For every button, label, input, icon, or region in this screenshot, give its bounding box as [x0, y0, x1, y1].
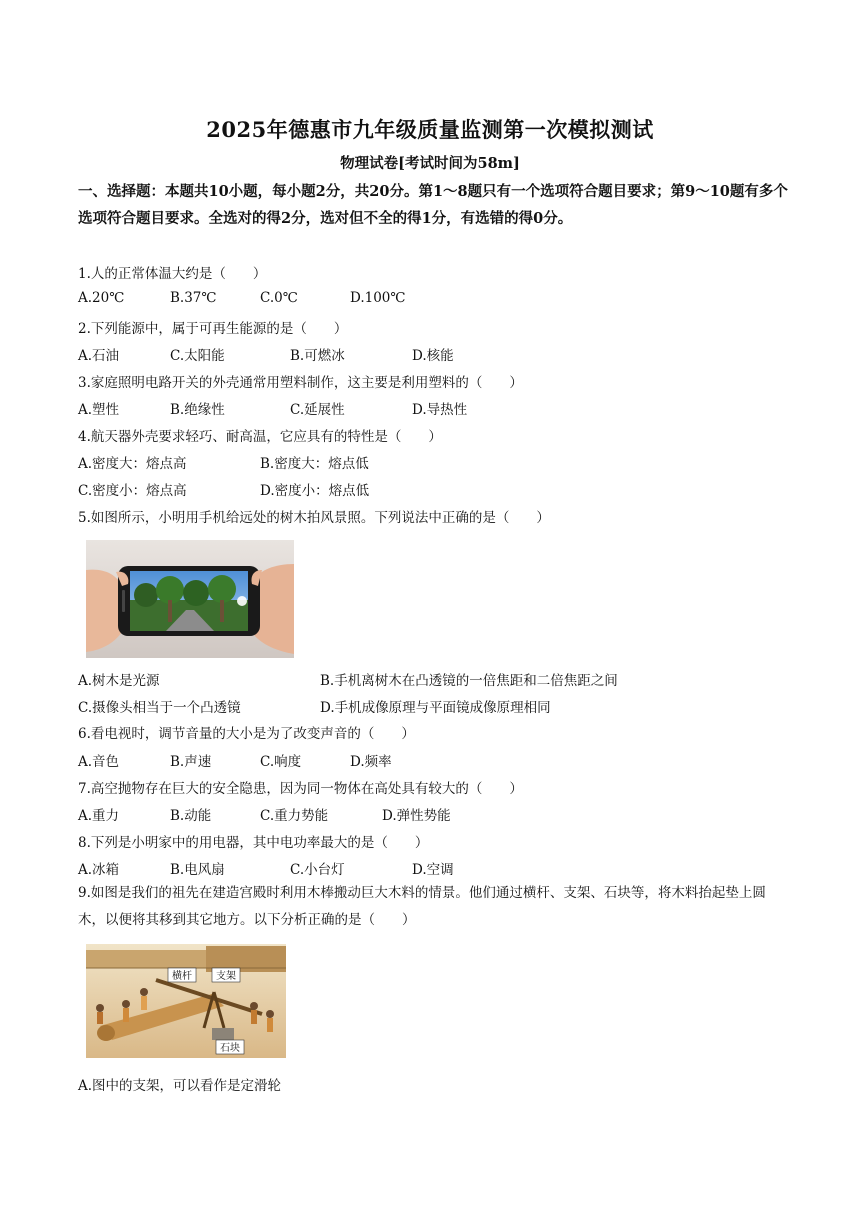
- q4-option-b: B.密度大：熔点低: [260, 456, 369, 472]
- q7-option-d: D.弹性势能: [382, 808, 451, 824]
- q1-option-c: C.0℃: [260, 290, 298, 306]
- question-6-stem: 6.看电视时，调节音量的大小是为了改变声音的（ ）: [78, 726, 415, 742]
- q5-option-b: B.手机离树木在凸透镜的一倍焦距和二倍焦距之间: [320, 673, 618, 689]
- q4-option-d: D.密度小：熔点低: [260, 483, 370, 499]
- q3-option-a: A.塑性: [78, 402, 120, 418]
- q2-option-d: D.核能: [412, 348, 454, 364]
- section-instructions: 一、选择题：本题共10小题，每小题2分，共20分。第1～8题只有一个选项符合题目要求；第9～10题有多个选项符合题目要求。全选对的得2分，选对但不全的得1分，有选错的得0分。: [78, 183, 788, 227]
- lever-label: 横杆: [172, 971, 192, 982]
- q3-option-c: C.延展性: [290, 402, 345, 418]
- support-label: 支架: [216, 971, 236, 982]
- question-9-stem: 9.如图是我们的祖先在建造宫殿时利用木棒搬动巨大木料的情景。他们通过横杆、支架、石块等，将木料抬起垫上圆木，以便将其移到其它地方。以下分析正确的是（ ）: [78, 885, 766, 928]
- q6-option-d: D.频率: [350, 754, 392, 770]
- q8-option-d: D.空调: [412, 862, 454, 878]
- q4-option-a: A.密度大：熔点高: [78, 456, 187, 472]
- q3-option-d: D.导热性: [412, 402, 468, 418]
- q5-option-a: A.树木是光源: [78, 673, 160, 689]
- q6-option-c: C.响度: [260, 754, 302, 770]
- palace-timber-figure: [86, 944, 286, 1058]
- question-4-stem: 4.航天器外壳要求轻巧、耐高温，它应具有的特性是（ ）: [78, 429, 442, 445]
- question-2-stem: 2.下列能源中，属于可再生能源的是（ ）: [78, 321, 348, 337]
- q2-option-c: C.太阳能: [170, 348, 225, 364]
- question-1-stem: 1.人的正常体温大约是（ ）: [78, 266, 267, 282]
- q5-option-d: D.手机成像原理与平面镜成像原理相同: [320, 700, 551, 716]
- question-3-stem: 3.家庭照明电路开关的外壳通常用塑料制作，这主要是利用塑料的（ ）: [78, 375, 523, 391]
- question-7-stem: 7.高空抛物存在巨大的安全隐患，因为同一物体在高处具有较大的（ ）: [78, 781, 523, 797]
- q9-option-a: A.图中的支架，可以看作是定滑轮: [78, 1078, 282, 1094]
- question-8-stem: 8.下列是小明家中的用电器，其中电功率最大的是（ ）: [78, 835, 429, 851]
- q1-option-b: B.37℃: [170, 290, 217, 306]
- exam-title: 2025年德惠市九年级质量监测第一次模拟测试: [206, 117, 654, 142]
- q7-option-b: B.动能: [170, 808, 212, 824]
- q4-option-c: C.密度小：熔点高: [78, 483, 187, 499]
- q6-option-b: B.声速: [170, 754, 212, 770]
- q8-option-b: B.电风扇: [170, 862, 225, 878]
- stone-label: 石块: [220, 1043, 240, 1054]
- q7-option-a: A.重力: [78, 808, 120, 824]
- exam-subtitle: 物理试卷[考试时间为58m]: [340, 155, 520, 172]
- q7-option-c: C.重力势能: [260, 808, 329, 824]
- q5-option-c: C.摄像头相当于一个凸透镜: [78, 700, 241, 716]
- q6-option-a: A.音色: [78, 754, 120, 770]
- phone-photo-figure: [86, 540, 294, 658]
- question-5-stem: 5.如图所示，小明用手机给远处的树木拍风景照。下列说法中正确的是（ ）: [78, 510, 550, 526]
- q8-option-a: A.冰箱: [78, 862, 120, 878]
- q1-option-d: D.100℃: [350, 290, 406, 306]
- q2-option-b: B.可燃冰: [290, 348, 345, 364]
- q2-option-a: A.石油: [78, 348, 120, 364]
- q1-option-a: A.20℃: [78, 290, 125, 306]
- q3-option-b: B.绝缘性: [170, 402, 225, 418]
- q8-option-c: C.小台灯: [290, 862, 345, 878]
